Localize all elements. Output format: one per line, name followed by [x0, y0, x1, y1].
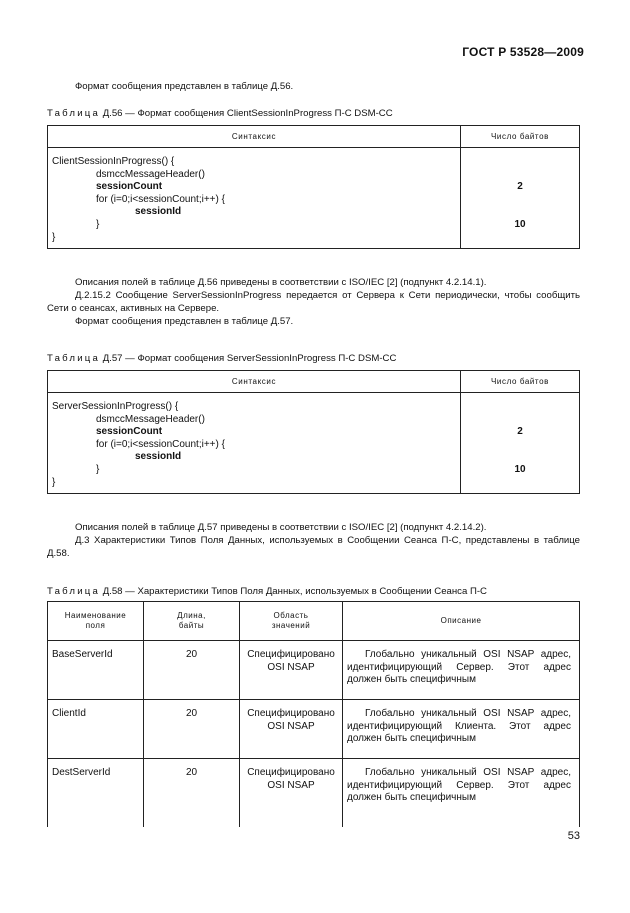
code-line: dsmccMessageHeader(): [96, 413, 205, 425]
code-line: }: [96, 463, 100, 475]
code-line: ServerSessionInProgress() {: [52, 401, 179, 412]
field-range: [240, 700, 343, 759]
table-caption: [47, 586, 487, 597]
caption-text: Д.58 — Характеристики Типов Поля Данных, используемых в Сообщении Сеанса П-С: [102, 586, 487, 597]
column-header-length: [144, 602, 240, 641]
code-line: sessionCount: [96, 181, 163, 193]
range-line: OSI NSAP: [267, 779, 315, 791]
bytes-cell: [461, 393, 580, 494]
table-56: [47, 125, 580, 249]
code-line: sessionCount: [96, 426, 163, 438]
code-line: for (i=0;i<sessionCount;i++) {: [96, 438, 225, 450]
field-description: Глобально уникальный OSI NSAP адрес, идентифицирующий Клиента. Этот адрес должен быть специфичным: [343, 700, 580, 759]
paragraph: Описания полей в таблице Д.57 приведены в соответствии с ISO/IEC [2] (подпункт 4.2.14.2).: [75, 522, 487, 533]
bytes-cell: [461, 148, 580, 249]
table-row: [48, 700, 580, 759]
code-line: }: [96, 218, 100, 230]
header-line: Длина,: [177, 611, 206, 620]
header-line: Область: [273, 611, 309, 620]
column-header-bytes: Число байтов: [461, 126, 580, 148]
header-line: значений: [271, 621, 311, 630]
document-header: ГОСТ Р 53528—2009: [462, 45, 584, 59]
caption-prefix: Таблица: [47, 353, 101, 364]
header-line: байты: [178, 621, 205, 630]
caption-text: Д.56 — Формат сообщения ClientSessionInProgress П-С DSM-CC: [102, 108, 393, 119]
paragraph: Д.2.15.2 Сообщение ServerSessionInProgress передается от Сервера к Сети периодически, чтобы сообщить Сети о сеансах, активных на Сервере.: [47, 290, 580, 314]
field-range: [240, 759, 343, 828]
field-length: 20: [144, 641, 240, 700]
field-description: Глобально уникальный OSI NSAP адрес, идентифицирующий Сервер. Этот адрес должен быть специфичным: [343, 641, 580, 700]
field-range: [240, 641, 343, 700]
header-line: Наименование: [64, 611, 127, 620]
paragraph: Д.3 Характеристики Типов Поля Данных, используемых в Сообщении Сеанса П-С, представлены в таблице Д.58.: [47, 535, 580, 559]
field-length: 20: [144, 759, 240, 828]
paragraph: Описания полей в таблице Д.56 приведены в соответствии с ISO/IEC [2] (подпункт 4.2.14.1).: [75, 277, 487, 288]
column-header-field-name: [48, 602, 144, 641]
page-number: 53: [567, 830, 580, 842]
table-row: [48, 759, 580, 828]
code-line: for (i=0;i<sessionCount;i++) {: [96, 193, 225, 205]
syntax-cell: [48, 393, 461, 494]
field-length: 20: [144, 700, 240, 759]
table-57: [47, 370, 580, 494]
column-header-syntax: Синтаксис: [48, 371, 461, 393]
range-line: OSI NSAP: [267, 661, 315, 673]
field-name: BaseServerId: [48, 641, 144, 700]
field-description: Глобально уникальный OSI NSAP адрес, идентифицирующий Сервер. Этот адрес должен быть специфичным: [343, 759, 580, 828]
syntax-cell: [48, 148, 461, 249]
code-line: }: [52, 231, 56, 243]
range-line: Специфицировано: [247, 708, 335, 719]
caption-text: Д.57 — Формат сообщения ServerSessionInProgress П-С DSM-CC: [102, 353, 397, 364]
field-name: ClientId: [48, 700, 144, 759]
field-name: DestServerId: [48, 759, 144, 828]
byte-count: 10: [514, 218, 526, 230]
column-header-description: Описание: [343, 602, 580, 641]
table-58: [47, 601, 580, 827]
byte-count: 2: [517, 181, 523, 193]
caption-prefix: Таблица: [47, 108, 101, 119]
code-line: dsmccMessageHeader(): [96, 168, 205, 180]
byte-count: 2: [517, 426, 523, 438]
code-line: sessionId: [135, 451, 182, 463]
column-header-range: [240, 602, 343, 641]
code-line: sessionId: [135, 206, 182, 218]
header-line: поля: [85, 621, 106, 630]
range-line: Специфицировано: [247, 649, 335, 660]
paragraph: Формат сообщения представлен в таблице Д.57.: [75, 316, 294, 327]
table-row: [48, 641, 580, 700]
table-caption: [47, 353, 396, 364]
code-line: }: [52, 476, 56, 488]
column-header-bytes: Число байтов: [461, 371, 580, 393]
range-line: Специфицировано: [247, 767, 335, 778]
column-header-syntax: Синтаксис: [48, 126, 461, 148]
paragraph: Формат сообщения представлен в таблице Д.56.: [75, 81, 294, 92]
range-line: OSI NSAP: [267, 720, 315, 732]
code-line: ClientSessionInProgress() {: [52, 156, 175, 167]
byte-count: 10: [514, 463, 526, 475]
table-caption: [47, 108, 393, 119]
caption-prefix: Таблица: [47, 586, 101, 597]
